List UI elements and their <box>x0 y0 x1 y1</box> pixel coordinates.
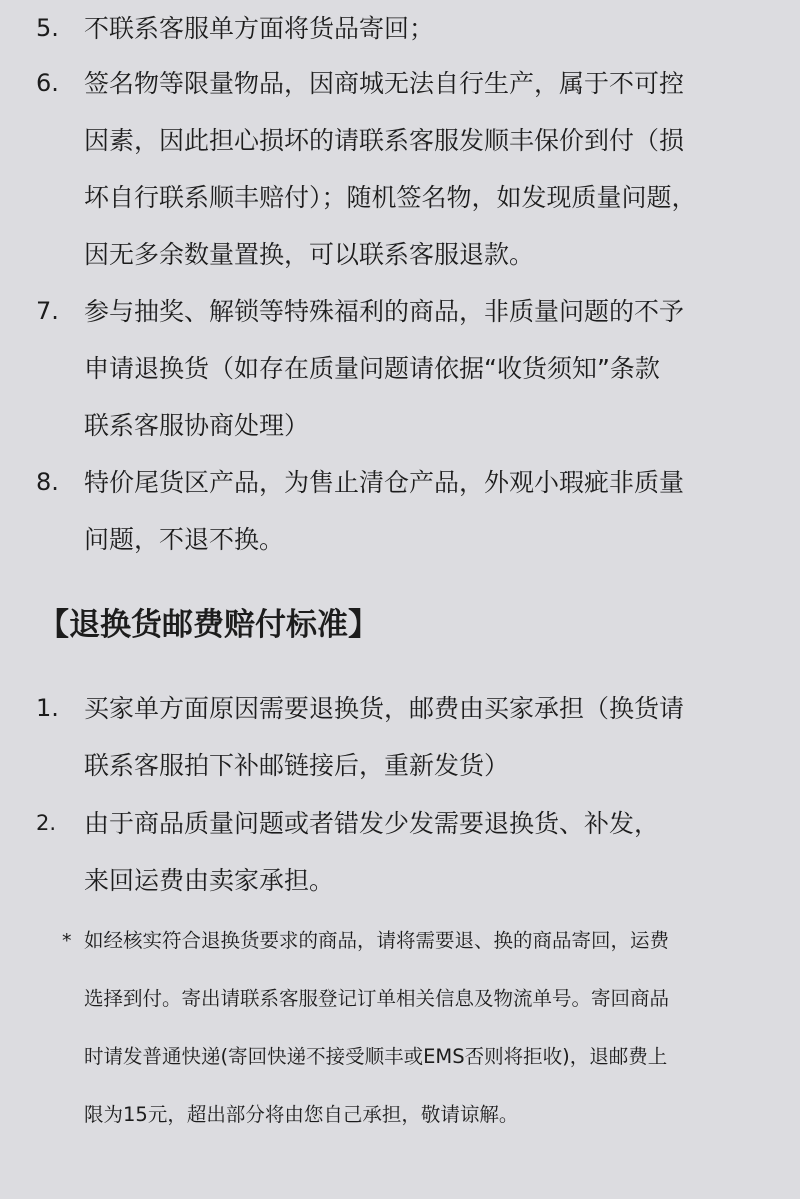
list-item-text: 由于商品质量问题或者错发少发需要退换货、补发， <box>84 809 660 838</box>
section-title: 【退换货邮费赔付标准】 <box>38 607 379 643</box>
footnote-text: 选择到付。寄出请联系客服登记订单相关信息及物流单号。寄回商品 <box>84 987 670 1010</box>
list-item-number: 5. <box>36 14 59 42</box>
list-item-number: 6. <box>36 69 59 97</box>
list-item-text: 联系客服拍下补邮链接后，重新发货） <box>84 751 510 780</box>
footnote-marker: * <box>62 930 72 952</box>
list-item-text: 特价尾货区产品，为售止清仓产品，外观小瑕疵非质量 <box>84 468 685 497</box>
list-item-number: 7. <box>36 297 59 325</box>
list-item-text: 联系客服协商处理） <box>84 411 310 440</box>
list-item-text: 问题，不退不换。 <box>84 525 285 554</box>
list-item-text: 坏自行联系顺丰赔付）；随机签名物，如发现质量问题， <box>84 183 697 212</box>
list-item-number: 8. <box>36 468 59 496</box>
list-item-text: 买家单方面原因需要退换货，邮费由买家承担（换货请 <box>84 694 685 723</box>
list-item-text: 来回运费由卖家承担。 <box>84 866 335 895</box>
list-item-text: 因无多余数量置换，可以联系客服退款。 <box>84 240 535 269</box>
list-item-text: 参与抽奖、解锁等特殊福利的商品，非质量问题的不予 <box>84 297 685 326</box>
footnote-text: 限为15元，超出部分将由您自己承担，敬请谅解。 <box>84 1103 519 1126</box>
list-item-number: 2. <box>36 811 57 835</box>
list-item-number: 1. <box>36 694 59 722</box>
list-item-text: 签名物等限量物品，因商城无法自行生产，属于不可控 <box>84 69 685 98</box>
list-item-text: 申请退换货（如存在质量问题请依据“收货须知”条款 <box>84 354 660 383</box>
list-item-text: 因素，因此担心损坏的请联系客服发顺丰保价到付（损 <box>84 126 685 155</box>
list-item-text: 不联系客服单方面将货品寄回； <box>84 14 435 43</box>
footnote-text: 如经核实符合退换货要求的商品，请将需要退、换的商品寄回，运费 <box>84 929 670 952</box>
footnote-text: 时请发普通快递(寄回快递不接受顺丰或EMS否则将拒收)，退邮费上 <box>84 1045 668 1068</box>
